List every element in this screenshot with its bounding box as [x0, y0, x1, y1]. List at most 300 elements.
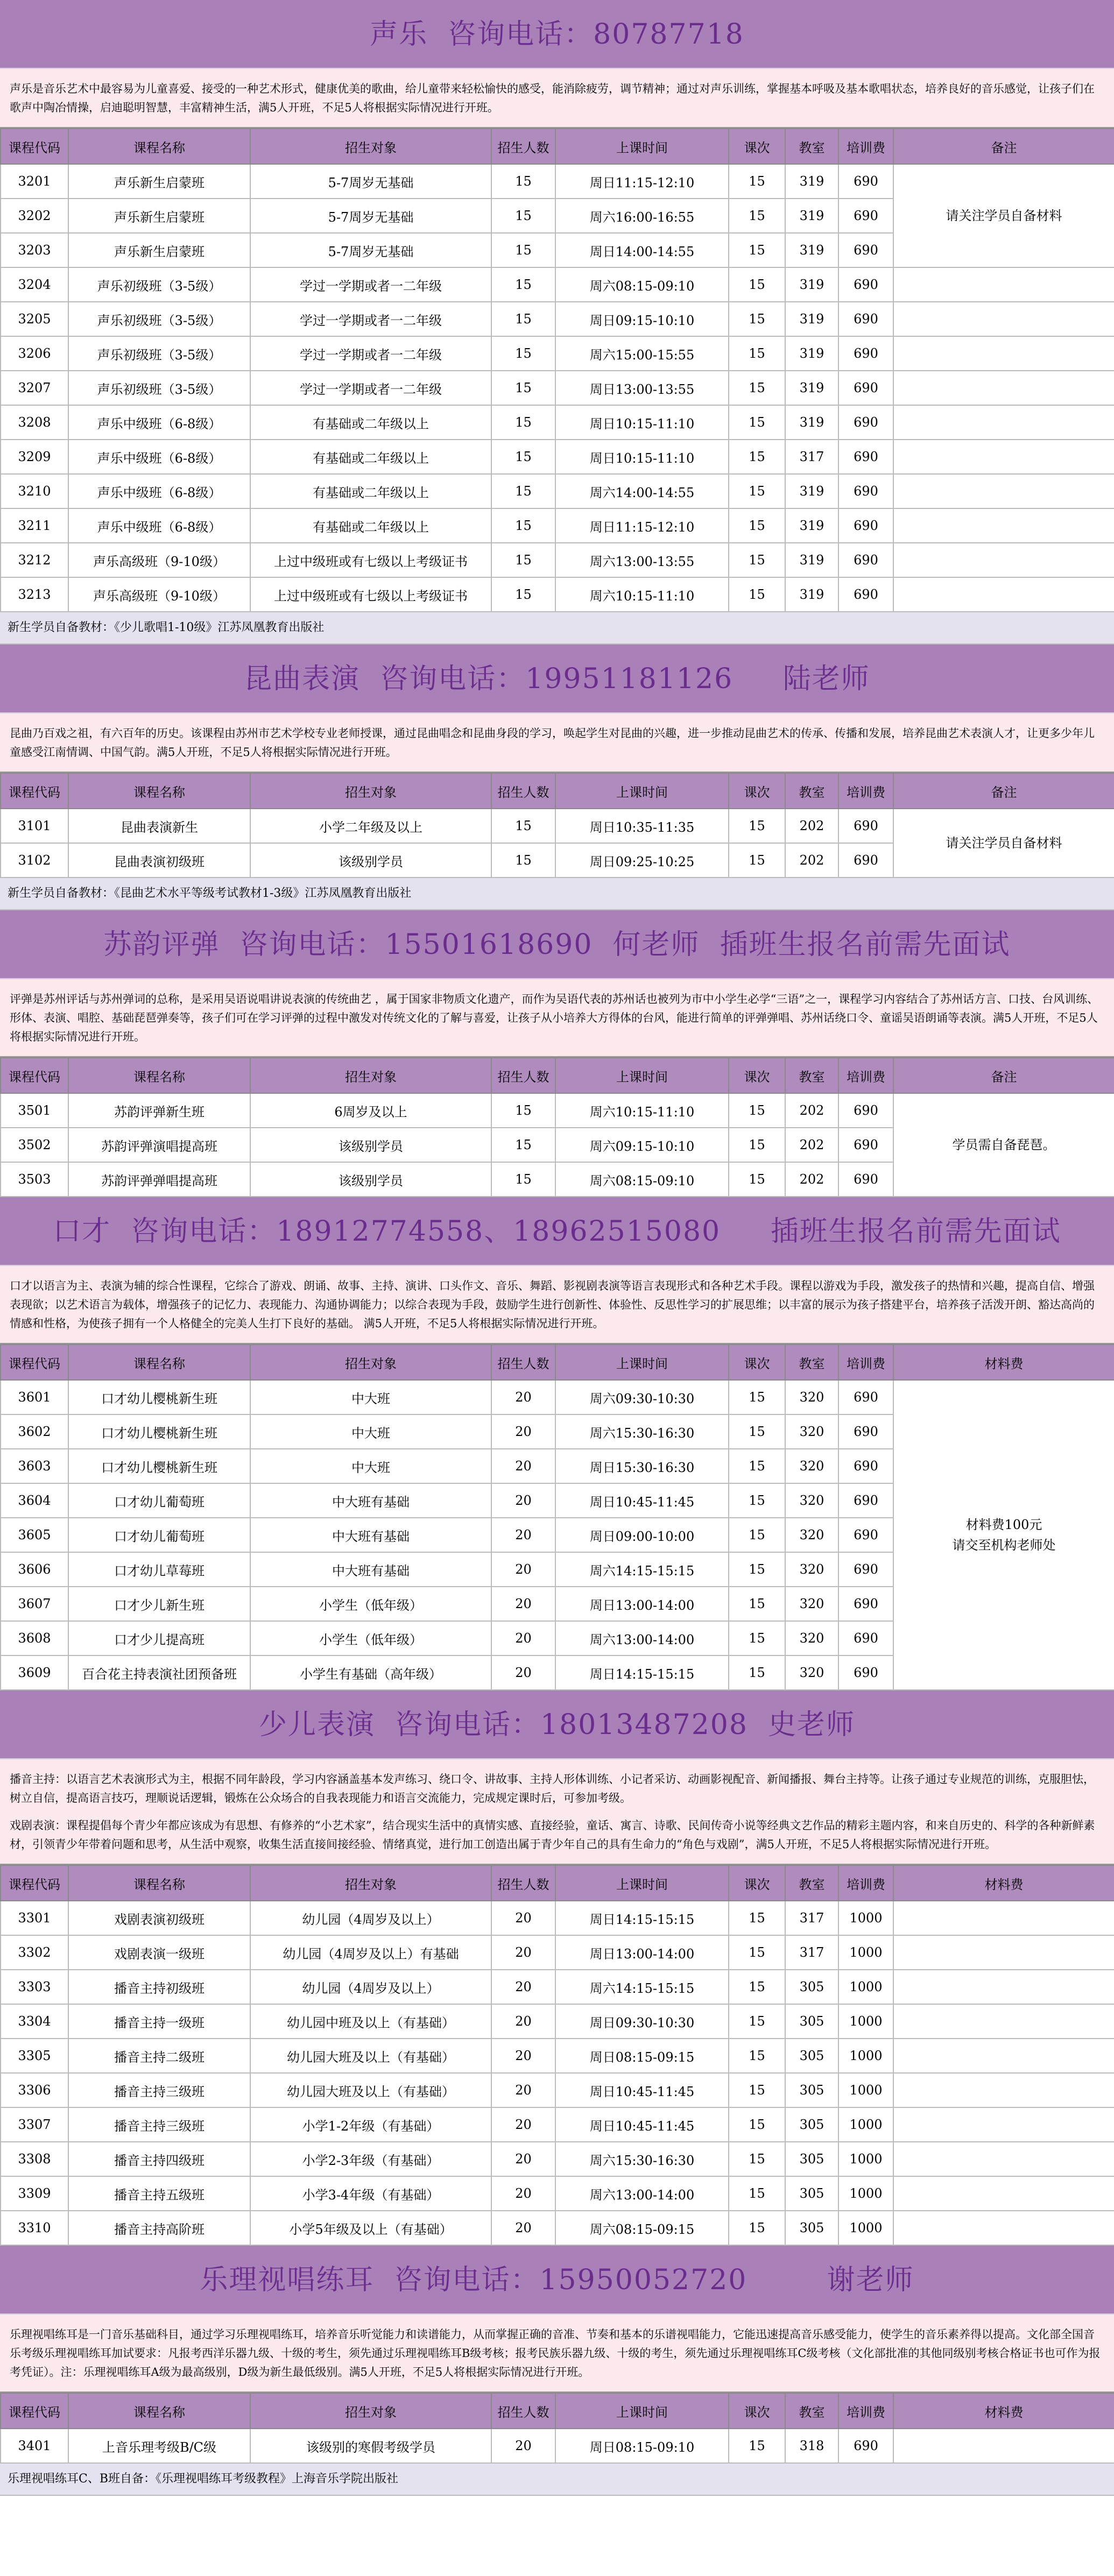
column-header: 课程名称: [68, 1865, 250, 1901]
table-cell: [893, 1935, 1114, 1970]
table-cell: 昆曲表演初级班: [68, 843, 250, 877]
table-cell: 3604: [1, 1483, 68, 1518]
table-cell: 15: [491, 164, 555, 199]
table-row: [1, 1380, 1114, 1414]
table-row: [1, 1970, 1114, 2004]
table-cell: [893, 371, 1114, 405]
column-header: 招生对象: [250, 129, 491, 164]
table-cell: 3608: [1, 1621, 68, 1655]
table-cell: 319: [785, 371, 838, 405]
table-row: [1, 164, 1114, 199]
table-cell: 15: [729, 2039, 785, 2073]
table-cell: 小学二年级及以上: [250, 809, 491, 843]
table-cell: 学过一学期或者一二年级: [250, 267, 491, 302]
table-cell: 播音主持初级班: [68, 1970, 250, 2004]
table-cell: 周日14:15-15:15: [555, 1901, 729, 1935]
table-cell: [893, 508, 1114, 543]
table-cell: 3202: [1, 199, 68, 233]
section-description: [0, 69, 1114, 128]
table-cell: 15: [729, 440, 785, 474]
table-cell: 上音乐理考级B/C级: [68, 2429, 250, 2463]
table-row: [1, 2004, 1114, 2039]
table-cell: 15: [729, 302, 785, 336]
table-cell: 690: [838, 1128, 893, 1162]
table-cell: 3209: [1, 440, 68, 474]
table-cell: 3307: [1, 2107, 68, 2142]
table-cell: 该级别的寒假考级学员: [250, 2429, 491, 2463]
table-cell: 幼儿园（4周岁及以上）: [250, 1901, 491, 1935]
table-cell: 3502: [1, 1128, 68, 1162]
table-cell: 3301: [1, 1901, 68, 1935]
table-cell: 202: [785, 809, 838, 843]
table-cell: 305: [785, 2107, 838, 2142]
table-cell: 5-7周岁无基础: [250, 233, 491, 267]
table-cell: 690: [838, 267, 893, 302]
description-paragraph: 乐理视唱练耳是一门音乐基础科目，通过学习乐理视唱练耳，培养音乐听觉能力和读谱能力，从而掌握正确的音准、节奏和基本的乐谱视唱能力，它能迅速提高音乐感受能力，使学生的音乐素养得以提高。文化部全国音乐考级乐理视唱练耳加试要求：凡报考西洋乐器九级、十级的考生，须先通过乐理视唱练耳B级考核；报考民族乐器九级、十级的考生，须先通过乐理视唱练耳C级考核（文化部批准的其他同级别考核合格证书也可作为报考凭证）。注：乐理视唱练耳A级为最高级别，D级为新生最低级别。满5人开班，不足5人将根据实际情况进行开班。: [10, 2328, 1101, 2379]
column-header: 备注: [893, 1058, 1114, 1093]
column-header: 课程名称: [68, 1058, 250, 1093]
table-cell: 周日10:15-11:10: [555, 405, 729, 440]
description-paragraph: 播音主持：以语言艺术表演形式为主，根据不同年龄段，学习内容涵盖基本发声练习、绕口令、讲故事、主持人形体训练、小记者采访、动画影视配音、新闻播报、舞台主持等。让孩子通过专业规范的训练，克服胆怯，树立自信，提高语言技巧，理顺说话逻辑，锻炼在公众场合的自我表现能力和语言交流能力，完成规定课时后，可参加考级。: [10, 1773, 1095, 1804]
column-header: 教室: [785, 2393, 838, 2429]
section-performance: [0, 1690, 1114, 2246]
table-cell: 320: [785, 1414, 838, 1449]
column-header: 招生对象: [250, 2393, 491, 2429]
table-cell: 周日10:45-11:45: [555, 2107, 729, 2142]
table-cell: [893, 2073, 1114, 2107]
table-cell: 周六14:00-14:55: [555, 474, 729, 508]
column-header: 招生对象: [250, 1058, 491, 1093]
table-cell: 1000: [838, 1935, 893, 1970]
table-cell: 15: [729, 809, 785, 843]
table-cell: 15: [729, 1621, 785, 1655]
table-header-row: [1, 1344, 1114, 1380]
column-header: 材料费: [893, 2393, 1114, 2429]
column-header: 课程代码: [1, 2393, 68, 2429]
table-cell: 305: [785, 2004, 838, 2039]
table-cell: 学过一学期或者一二年级: [250, 371, 491, 405]
section-description: [0, 2315, 1114, 2393]
table-cell: 319: [785, 336, 838, 371]
table-cell: 15: [729, 1093, 785, 1128]
table-row: [1, 267, 1114, 302]
table-cell: 1000: [838, 2176, 893, 2211]
table-cell: 百合花主持表演社团预备班: [68, 1655, 250, 1690]
column-header: 招生人数: [491, 1344, 555, 1380]
table-cell: 周日15:30-16:30: [555, 1449, 729, 1483]
table-cell: 幼儿园（4周岁及以上）有基础: [250, 1935, 491, 1970]
column-header: 材料费: [893, 1344, 1114, 1380]
column-header: 招生对象: [250, 1344, 491, 1380]
table-cell: 声乐中级班（6-8级）: [68, 405, 250, 440]
table-cell: 中大班有基础: [250, 1483, 491, 1518]
table-cell: 690: [838, 577, 893, 612]
table-cell: 15: [729, 1935, 785, 1970]
table-cell: 20: [491, 1935, 555, 1970]
table-cell: 690: [838, 199, 893, 233]
table-cell: 3201: [1, 164, 68, 199]
table-cell: 20: [491, 1655, 555, 1690]
table-cell: 15: [491, 267, 555, 302]
table-row: [1, 1935, 1114, 1970]
table-header-row: [1, 2393, 1114, 2429]
table-cell: 播音主持高阶班: [68, 2211, 250, 2245]
table-cell: 20: [491, 2176, 555, 2211]
table-cell: 1000: [838, 2107, 893, 2142]
table-cell: 202: [785, 1162, 838, 1197]
table-cell: 15: [491, 508, 555, 543]
table-cell: 320: [785, 1518, 838, 1552]
table-cell: 播音主持三级班: [68, 2107, 250, 2142]
column-header: 培训费: [838, 773, 893, 809]
section-title: 乐理视唱练耳 咨询电话：15950052720 谢老师: [0, 2246, 1114, 2315]
table-cell: 15: [491, 1162, 555, 1197]
table-cell: 15: [491, 302, 555, 336]
table-cell: 3212: [1, 543, 68, 577]
table-cell: 6周岁及以上: [250, 1093, 491, 1128]
table-cell: 320: [785, 1587, 838, 1621]
table-row: [1, 336, 1114, 371]
table-cell: 15: [729, 1162, 785, 1197]
table-cell: 周日08:15-09:10: [555, 2429, 729, 2463]
table-row: [1, 2107, 1114, 2142]
table-cell: 周六10:15-11:10: [555, 1093, 729, 1128]
table-row: [1, 1901, 1114, 1935]
table-cell: 15: [729, 2429, 785, 2463]
table-cell: 3606: [1, 1552, 68, 1587]
column-header: 招生人数: [491, 773, 555, 809]
table-cell: 319: [785, 577, 838, 612]
table-cell: 15: [491, 336, 555, 371]
table-cell: 15: [491, 577, 555, 612]
table-cell: 690: [838, 1449, 893, 1483]
table-row: [1, 302, 1114, 336]
table-cell: 苏韵评弹演唱提高班: [68, 1128, 250, 1162]
table-cell: 5-7周岁无基础: [250, 164, 491, 199]
table-cell: 320: [785, 1552, 838, 1587]
table-row: [1, 1093, 1114, 1128]
table-header-row: [1, 1058, 1114, 1093]
table-cell: 15: [729, 1128, 785, 1162]
section-pingtan: [0, 910, 1114, 1197]
table-cell: 3308: [1, 2142, 68, 2176]
table-cell: 319: [785, 405, 838, 440]
table-cell: 15: [491, 405, 555, 440]
table-cell: 1000: [838, 2211, 893, 2245]
table-cell: 15: [491, 199, 555, 233]
column-header: 招生人数: [491, 1865, 555, 1901]
section-footer: 新生学员自备教材：《少儿歌唱1-10级》江苏凤凰教育出版社: [0, 612, 1114, 645]
table-cell: 20: [491, 2211, 555, 2245]
table-cell: 305: [785, 2073, 838, 2107]
table-cell: 声乐高级班（9-10级）: [68, 577, 250, 612]
table-cell: [893, 267, 1114, 302]
note-cell: 学员需自备琵琶。: [893, 1093, 1114, 1197]
table-cell: 有基础或二年级以上: [250, 508, 491, 543]
table-cell: 口才少儿提高班: [68, 1621, 250, 1655]
section-title: 少儿表演 咨询电话：18013487208 史老师: [0, 1690, 1114, 1759]
table-cell: 中大班: [250, 1380, 491, 1414]
column-header: 培训费: [838, 1344, 893, 1380]
column-header: 课程代码: [1, 1344, 68, 1380]
table-cell: 戏剧表演一级班: [68, 1935, 250, 1970]
table-cell: 20: [491, 2142, 555, 2176]
table-cell: 小学生（低年级）: [250, 1587, 491, 1621]
table-cell: 1000: [838, 1901, 893, 1935]
table-cell: 1000: [838, 2073, 893, 2107]
table-cell: [893, 405, 1114, 440]
table-cell: 20: [491, 1449, 555, 1483]
table-cell: 3211: [1, 508, 68, 543]
column-header: 招生人数: [491, 1058, 555, 1093]
column-header: 课次: [729, 1865, 785, 1901]
table-cell: 690: [838, 1483, 893, 1518]
table-row: [1, 2176, 1114, 2211]
table-cell: 周日10:45-11:45: [555, 1483, 729, 1518]
table-cell: [893, 2039, 1114, 2073]
section-description: [0, 1266, 1114, 1344]
table-cell: 690: [838, 1552, 893, 1587]
table-cell: 319: [785, 199, 838, 233]
table-cell: 口才幼儿草莓班: [68, 1552, 250, 1587]
note-cell: 请关注学员自备材料: [893, 809, 1114, 877]
column-header: 上课时间: [555, 129, 729, 164]
table-cell: 学过一学期或者一二年级: [250, 302, 491, 336]
table-cell: 15: [729, 267, 785, 302]
table-cell: 15: [491, 474, 555, 508]
table-cell: [893, 577, 1114, 612]
table-cell: 周六09:30-10:30: [555, 1380, 729, 1414]
table-cell: 戏剧表演初级班: [68, 1901, 250, 1935]
table-cell: 15: [729, 164, 785, 199]
table-cell: 3503: [1, 1162, 68, 1197]
description-paragraph: 声乐是音乐艺术中最容易为儿童喜爱、接受的一种艺术形式，健康优美的歌曲，给儿童带来轻松愉快的感受，能消除疲劳，调节精神；通过对声乐训练，掌握基本呼吸及基本歌唱状态，培养良好的音乐感觉，让孩子们在歌声中陶冶情操，启迪聪明智慧，丰富精神生活，满5人开班，不足5人将根据实际情况进行开班。: [10, 82, 1095, 114]
table-cell: 20: [491, 2039, 555, 2073]
table-cell: 声乐初级班（3-5级）: [68, 336, 250, 371]
note-cell: 材料费100元 请交至机构老师处: [893, 1380, 1114, 1690]
column-header: 备注: [893, 773, 1114, 809]
table-cell: 690: [838, 233, 893, 267]
table-cell: 15: [729, 233, 785, 267]
table-cell: 周六09:15-10:10: [555, 1128, 729, 1162]
table-cell: 690: [838, 336, 893, 371]
table-row: [1, 440, 1114, 474]
table-cell: 15: [729, 2211, 785, 2245]
table-cell: 小学1-2年级（有基础）: [250, 2107, 491, 2142]
table-cell: 15: [729, 199, 785, 233]
table-cell: 播音主持三级班: [68, 2073, 250, 2107]
table-cell: 690: [838, 1093, 893, 1128]
table-cell: 15: [729, 1970, 785, 2004]
column-header: 培训费: [838, 1058, 893, 1093]
column-header: 教室: [785, 1344, 838, 1380]
table-cell: 1000: [838, 1970, 893, 2004]
table-cell: 声乐新生启蒙班: [68, 199, 250, 233]
table-cell: 小学3-4年级（有基础）: [250, 2176, 491, 2211]
table-cell: 3304: [1, 2004, 68, 2039]
table-cell: [893, 2176, 1114, 2211]
table-cell: 中大班有基础: [250, 1552, 491, 1587]
table-cell: 305: [785, 1970, 838, 2004]
table-cell: 305: [785, 2211, 838, 2245]
table-cell: 3501: [1, 1093, 68, 1128]
table-cell: 有基础或二年级以上: [250, 405, 491, 440]
table-row: [1, 474, 1114, 508]
table-row: [1, 2211, 1114, 2245]
table-cell: 周六08:15-09:10: [555, 267, 729, 302]
table-cell: 小学生有基础（高年级）: [250, 1655, 491, 1690]
description-paragraph: 昆曲乃百戏之祖，有六百年的历史。该课程由苏州市艺术学校专业老师授课，通过昆曲唱念和昆曲身段的学习，唤起学生对昆曲的兴趣，进一步推动昆曲艺术的传承、传播和发展，培养昆曲艺术表演人才，让更多少年儿童感受江南情调、中国气韵。满5人开班，不足5人将根据实际情况进行开班。: [10, 727, 1095, 759]
table-cell: 320: [785, 1449, 838, 1483]
table-cell: 15: [729, 543, 785, 577]
table-cell: [893, 2004, 1114, 2039]
table-cell: 15: [729, 1518, 785, 1552]
table-cell: 该级别学员: [250, 1162, 491, 1197]
table-cell: 15: [729, 843, 785, 877]
table-cell: 305: [785, 2142, 838, 2176]
table-cell: 690: [838, 1162, 893, 1197]
column-header: 备注: [893, 129, 1114, 164]
column-header: 材料费: [893, 1865, 1114, 1901]
table-cell: 20: [491, 1621, 555, 1655]
table-cell: 20: [491, 1518, 555, 1552]
table-cell: 中大班: [250, 1449, 491, 1483]
table-cell: 周日08:15-09:15: [555, 2039, 729, 2073]
section-description: [0, 713, 1114, 773]
table-cell: 3213: [1, 577, 68, 612]
table-cell: 幼儿园中班及以上（有基础）: [250, 2004, 491, 2039]
table-cell: 20: [491, 1587, 555, 1621]
table-cell: 690: [838, 809, 893, 843]
column-header: 招生对象: [250, 773, 491, 809]
table-cell: 3607: [1, 1587, 68, 1621]
table-cell: 中大班有基础: [250, 1518, 491, 1552]
table-row: [1, 2142, 1114, 2176]
table-cell: 15: [729, 2073, 785, 2107]
table-cell: 690: [838, 2429, 893, 2463]
table-row: [1, 508, 1114, 543]
table-cell: 3603: [1, 1449, 68, 1483]
note-cell: 请关注学员自备材料: [893, 164, 1114, 267]
table-cell: 20: [491, 2073, 555, 2107]
table-cell: 周日09:00-10:00: [555, 1518, 729, 1552]
column-header: 课程名称: [68, 773, 250, 809]
section-description: [0, 1759, 1114, 1865]
table-cell: 15: [491, 371, 555, 405]
table-cell: [893, 440, 1114, 474]
table-cell: 317: [785, 440, 838, 474]
table-cell: 3401: [1, 2429, 68, 2463]
table-cell: 周日13:00-14:00: [555, 1587, 729, 1621]
table-cell: 周六15:30-16:30: [555, 2142, 729, 2176]
column-header: 上课时间: [555, 1344, 729, 1380]
table-cell: [893, 474, 1114, 508]
table-cell: [893, 2142, 1114, 2176]
table-cell: 20: [491, 1380, 555, 1414]
table-cell: 3609: [1, 1655, 68, 1690]
column-header: 培训费: [838, 129, 893, 164]
table-cell: 15: [729, 2004, 785, 2039]
table-cell: 苏韵评弹弹唱提高班: [68, 1162, 250, 1197]
table-cell: 播音主持二级班: [68, 2039, 250, 2073]
table-cell: 20: [491, 1970, 555, 2004]
table-cell: 20: [491, 1552, 555, 1587]
table-cell: 1000: [838, 2004, 893, 2039]
table-cell: 周日09:30-10:30: [555, 2004, 729, 2039]
column-header: 教室: [785, 129, 838, 164]
table-row: [1, 371, 1114, 405]
column-header: 上课时间: [555, 1865, 729, 1901]
table-cell: 上过中级班或有七级以上考级证书: [250, 543, 491, 577]
table-cell: 该级别学员: [250, 1128, 491, 1162]
column-header: 培训费: [838, 1865, 893, 1901]
section-title: 苏韵评弹 咨询电话：15501618690 何老师 插班生报名前需先面试: [0, 910, 1114, 979]
table-cell: 320: [785, 1655, 838, 1690]
table-cell: 3309: [1, 2176, 68, 2211]
table-cell: 声乐高级班（9-10级）: [68, 543, 250, 577]
table-cell: 15: [729, 577, 785, 612]
table-cell: 319: [785, 543, 838, 577]
table-cell: 该级别学员: [250, 843, 491, 877]
table-cell: 周日13:00-13:55: [555, 371, 729, 405]
table-cell: 3310: [1, 2211, 68, 2245]
table-cell: 20: [491, 1414, 555, 1449]
table-cell: 15: [491, 1093, 555, 1128]
table-cell: 320: [785, 1380, 838, 1414]
column-header: 教室: [785, 1058, 838, 1093]
table-cell: 周日11:15-12:10: [555, 164, 729, 199]
table-cell: 690: [838, 1518, 893, 1552]
table-row: [1, 405, 1114, 440]
column-header: 招生对象: [250, 1865, 491, 1901]
table-cell: 202: [785, 843, 838, 877]
table-cell: 3210: [1, 474, 68, 508]
course-table: [0, 1344, 1114, 1690]
table-cell: 318: [785, 2429, 838, 2463]
column-header: 上课时间: [555, 2393, 729, 2429]
column-header: 课次: [729, 2393, 785, 2429]
table-cell: [893, 2211, 1114, 2245]
table-cell: 690: [838, 164, 893, 199]
table-cell: 周六13:00-13:55: [555, 543, 729, 577]
table-cell: 15: [491, 440, 555, 474]
table-cell: 口才幼儿葡萄班: [68, 1518, 250, 1552]
column-header: 招生人数: [491, 129, 555, 164]
table-cell: 15: [729, 1655, 785, 1690]
table-cell: 周日14:15-15:15: [555, 1655, 729, 1690]
table-cell: 小学5年级及以上（有基础）: [250, 2211, 491, 2245]
course-table: [0, 1865, 1114, 2246]
table-header-row: [1, 773, 1114, 809]
table-cell: 中大班: [250, 1414, 491, 1449]
table-cell: 声乐新生启蒙班: [68, 164, 250, 199]
table-cell: 15: [729, 1483, 785, 1518]
table-cell: 15: [491, 543, 555, 577]
table-cell: 3207: [1, 371, 68, 405]
table-cell: 口才幼儿樱桃新生班: [68, 1414, 250, 1449]
table-cell: 317: [785, 1935, 838, 1970]
table-cell: 3206: [1, 336, 68, 371]
table-cell: 20: [491, 2429, 555, 2463]
table-cell: 690: [838, 1587, 893, 1621]
table-cell: 3208: [1, 405, 68, 440]
table-cell: 周六14:15-15:15: [555, 1552, 729, 1587]
table-cell: 15: [729, 1901, 785, 1935]
table-cell: 5-7周岁无基础: [250, 199, 491, 233]
section-vocal: [0, 0, 1114, 645]
table-cell: [893, 302, 1114, 336]
table-cell: 15: [729, 508, 785, 543]
